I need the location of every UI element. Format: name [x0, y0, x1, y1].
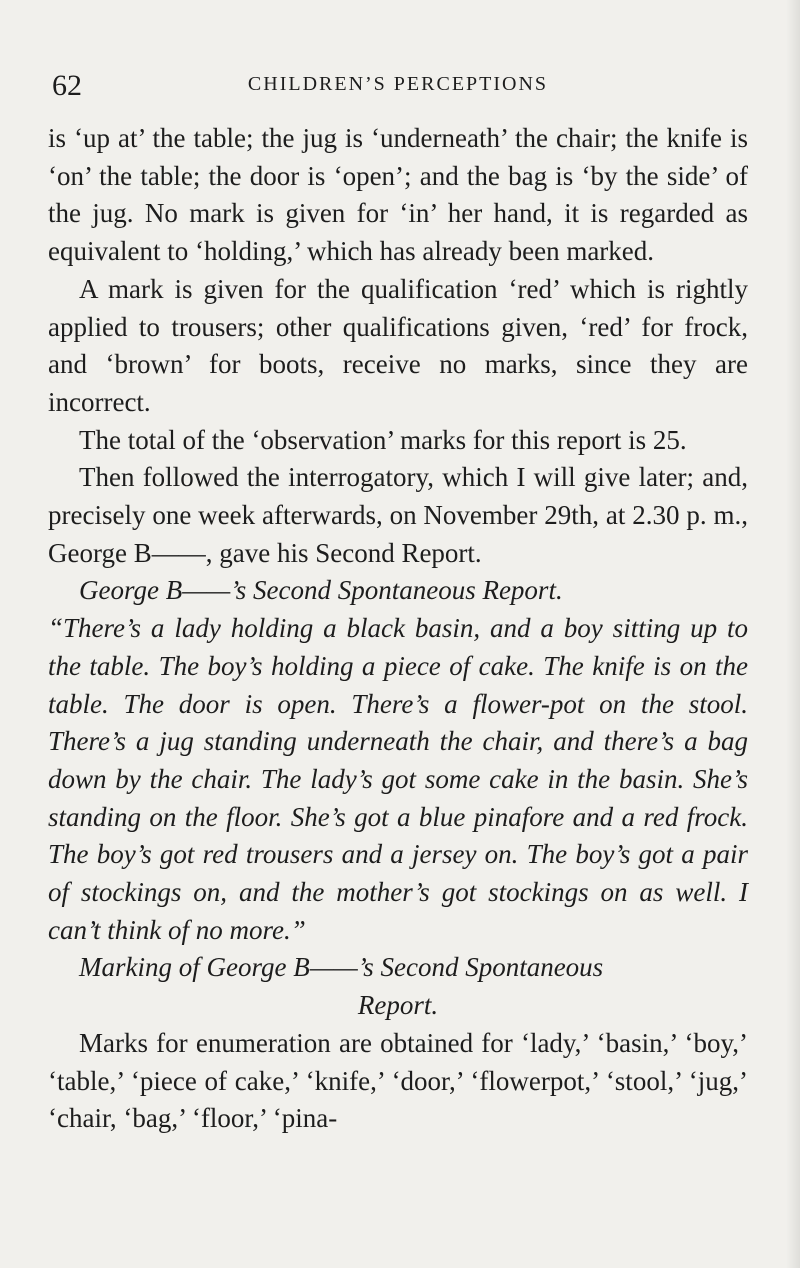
page-body	[48, 120, 748, 1138]
paragraph-continuation: is ‘up at’ the table; the jug is ‘underneath’ the chair; the knife is ‘on’ the table; the door is ‘open’; and the bag is ‘by the side’ of the jug. No mark is given for ‘in’ her hand, it is regarded as equivalent to ‘holding,’ which has already been marked.	[48, 123, 748, 267]
report-heading: George B——’s Second Spontaneous Report.	[79, 575, 563, 606]
book-page	[48, 66, 748, 1138]
running-title: CHILDREN’S PERCEPTIONS	[247, 73, 549, 95]
paragraph-qualification: A mark is given for the qualification ‘red’ which is rightly applied to trousers; other qualifications given, ‘red’ for frock, and ‘brown’ for boots, receive no marks, since they are incorrect.	[48, 273, 748, 417]
page-number: 62	[52, 69, 82, 102]
paragraph-interrogatory: Then followed the interrogatory, which I will give later; and, precisely one week afterwards, on November 29th, at 2.30 p. m., George B——, gave his Second Report.	[48, 462, 748, 568]
marking-heading-line2: Report.	[357, 990, 439, 1021]
marking-heading-line1: Marking of George B——’s Second Spontaneous	[79, 952, 604, 983]
report-quote: “There’s a lady holding a black basin, and a boy sitting up to the table. The boy’s holding a piece of cake. The knife is on the table. The door is open. There’s a flower-pot on the stool. There’s a jug standing underneath the chair, and there’s a bag down by the chair. The lady’s got some cake in the basin. She’s standing on the floor. She’s got a blue pinafore and a red frock. The boy’s got red trousers and a jersey on. The boy’s got a pair of stockings on, and the mother’s got stockings on as well. I can’t think of no more.”	[48, 613, 748, 945]
paragraph-enumeration-marks: Marks for enumeration are obtained for ‘lady,’ ‘basin,’ ‘boy,’ ‘table,’ ‘piece of cake,’ ‘knife,’ ‘door,’ ‘flowerpot,’ ‘stool,’ ‘jug,’ ‘chair, ‘bag,’ ‘floor,’ ‘pina-	[48, 1027, 748, 1134]
page-edge-shadow	[786, 0, 800, 1268]
paragraph-observation-total: The total of the ‘observation’ marks for this report is 25.	[79, 424, 687, 455]
page-header	[48, 66, 748, 110]
